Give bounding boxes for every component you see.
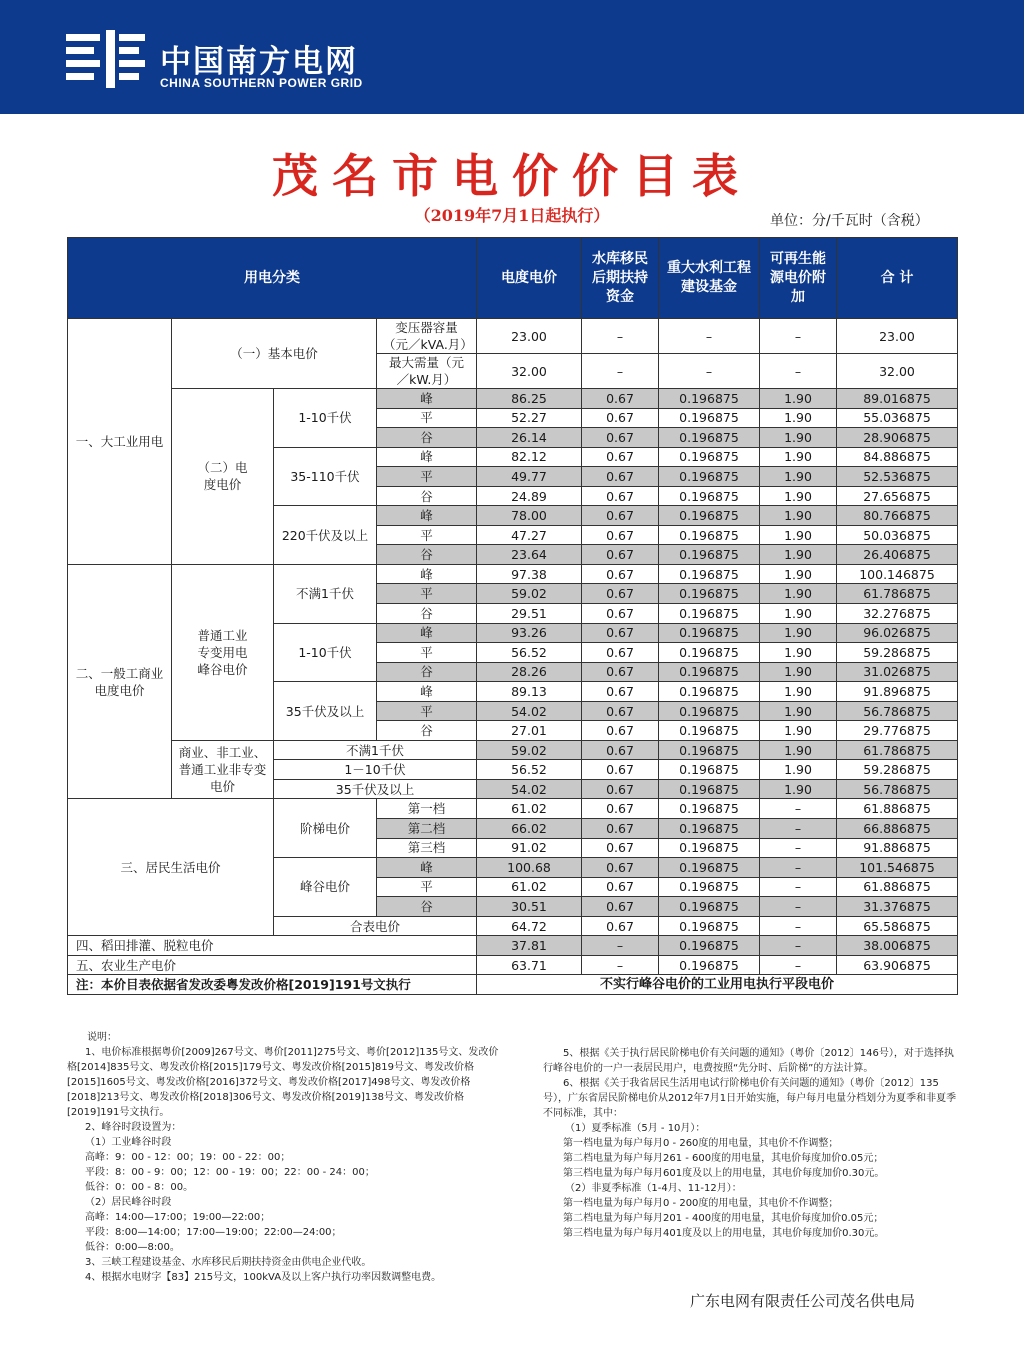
price-table (67, 237, 958, 995)
note-line: 高峰：14:00—17:00；19:00—22:00； (85, 1212, 271, 1223)
cell: – (582, 936, 659, 956)
cell: 1.90 (760, 584, 837, 604)
cell: 63.71 (477, 955, 582, 975)
cell: 1.90 (760, 467, 837, 487)
note-line: 第一档电量为每户每月0 - 260度的用电量，其电价不作调整； (563, 1138, 839, 1149)
voltage-label: 不满1千伏 (274, 564, 377, 623)
cell: 1.90 (760, 408, 837, 428)
cell: 0.196875 (659, 545, 760, 565)
cell: 0.196875 (659, 564, 760, 584)
cell: 66.02 (477, 819, 582, 839)
note-line: 5、根据《关于执行居民阶梯电价有关问题的通知》（粤价〔2012〕146号），对于选择执行峰谷电价的一户一表居民用户，电费按照“先分时、后阶梯”的方法计算。 (543, 1048, 954, 1074)
cell: 0.67 (582, 682, 659, 702)
cell: 66.886875 (837, 819, 958, 839)
basic-price-label: （一）基本电价 (172, 319, 377, 389)
cell: 59.286875 (837, 643, 958, 663)
cell: 84.886875 (837, 447, 958, 467)
period-valley: 谷 (377, 897, 477, 917)
note-row (68, 975, 958, 995)
cell: 0.196875 (659, 877, 760, 897)
period-valley: 谷 (377, 545, 477, 565)
voltage-label: 1-10千伏 (274, 623, 377, 682)
nonspecial-label: 商业、非工业、普通工业非专变电价 (172, 740, 274, 799)
cell: 49.77 (477, 467, 582, 487)
effective-date: （2019年7月1日起执行） (414, 206, 610, 225)
period-peak: 峰 (377, 506, 477, 526)
cell: – (582, 354, 659, 389)
tier-3-label: 第三档 (377, 838, 477, 858)
cell: 59.02 (477, 740, 582, 760)
cell: 0.196875 (659, 819, 760, 839)
period-valley: 谷 (377, 428, 477, 448)
note-line: 低谷：0：00 - 8：00。 (85, 1182, 194, 1193)
cell: 0.196875 (659, 799, 760, 819)
cell: 61.886875 (837, 799, 958, 819)
period-flat: 平 (377, 701, 477, 721)
transformer-label: 变压器容量（元／kVA.月） (377, 319, 477, 354)
cell: 0.67 (582, 486, 659, 506)
cell: 0.67 (582, 877, 659, 897)
table-row (68, 319, 958, 354)
period-peak: 峰 (377, 858, 477, 878)
table-row (68, 740, 958, 760)
cell: 56.52 (477, 643, 582, 663)
cell: – (659, 319, 760, 354)
cell: 63.906875 (837, 955, 958, 975)
col-category: 用电分类 (68, 238, 477, 319)
cell: 1.90 (760, 428, 837, 448)
cell: 0.67 (582, 740, 659, 760)
cell: 56.786875 (837, 779, 958, 799)
cell: 0.67 (582, 799, 659, 819)
note-left: 注：本价目表依据省发改委粤发改价格[2019]191号文执行 (68, 975, 477, 995)
category-irrigation: 四、稻田排灌、脱粒电价 (68, 936, 477, 956)
note-line: 1、电价标准根据粤价[2009]267号文、粤价[2011]275号文、粤价[2012]135号文、发改价格[2014]835号文、粤发改价格[2015]179号文、粤发改价格[2015]819号文、粤发改价格[2015]1605号文、粤发改价格[2016]372号文、粤发改价格[2017]498号文、粤发改价格[2018]213号文、粤发改价格[2018]306号文、粤发改价格[2019]138号文、粤发改价格[2019]191号文执行。 (67, 1047, 499, 1118)
cell: 32.00 (477, 354, 582, 389)
cell: 1.90 (760, 721, 837, 741)
cell: 52.536875 (837, 467, 958, 487)
cell: 0.196875 (659, 936, 760, 956)
voltage-label: 35千伏及以上 (274, 779, 477, 799)
cell: 0.196875 (659, 721, 760, 741)
note-line: 6、根据《关于我省居民生活用电试行阶梯电价有关问题的通知》（粤价〔2012〕135号），广东省居民阶梯电价从2012年7月1日开始实施，每户每月电量分档划分为夏季和非夏季不同标准，其中： (543, 1078, 957, 1119)
cell: 89.016875 (837, 389, 958, 409)
period-flat: 平 (377, 877, 477, 897)
cell: 0.196875 (659, 858, 760, 878)
note-line: 低谷：0:00—8:00。 (85, 1242, 180, 1253)
cell: – (582, 319, 659, 354)
cell: 0.196875 (659, 584, 760, 604)
cell: 91.886875 (837, 838, 958, 858)
cell: 0.196875 (659, 389, 760, 409)
cell: 0.67 (582, 389, 659, 409)
note-line: 高峰：9：00 - 12：00；19：00 - 22：00； (85, 1152, 291, 1163)
cell: 86.25 (477, 389, 582, 409)
cell: 0.196875 (659, 760, 760, 780)
cell: – (760, 319, 837, 354)
cell: 0.196875 (659, 779, 760, 799)
cell: 0.67 (582, 623, 659, 643)
tier-1-label: 第一档 (377, 799, 477, 819)
cell: 1.90 (760, 740, 837, 760)
note-line: （2）居民峰谷时段 (85, 1197, 172, 1208)
cell: 56.52 (477, 760, 582, 780)
cell: 61.02 (477, 877, 582, 897)
cell: 32.276875 (837, 604, 958, 624)
cell: 0.67 (582, 662, 659, 682)
cell: 0.196875 (659, 623, 760, 643)
logo-english-name: CHINA SOUTHERN POWER GRID (160, 76, 363, 90)
note-line: 平段：8:00—14:00；17:00—19:00；22:00—24:00； (85, 1227, 342, 1238)
note-line: 2、峰谷时段设置为： (85, 1122, 182, 1133)
note-line: （1）工业峰谷时段 (85, 1137, 172, 1148)
cell: – (582, 955, 659, 975)
voltage-label: 不满1千伏 (274, 740, 477, 760)
note-line: 平段：8：00 - 9：00；12：00 - 19：00；22：00 - 24：00； (85, 1167, 375, 1178)
cell: 52.27 (477, 408, 582, 428)
cell: 29.51 (477, 604, 582, 624)
cell: 59.286875 (837, 760, 958, 780)
cell: 0.196875 (659, 447, 760, 467)
cell: 0.67 (582, 545, 659, 565)
cell: 54.02 (477, 779, 582, 799)
cell: 0.67 (582, 760, 659, 780)
note-line: （1）夏季标准（5月 - 10月）： (565, 1123, 706, 1134)
cell: 55.036875 (837, 408, 958, 428)
cell: 1.90 (760, 779, 837, 799)
logo-chinese-name: 中国南方电网 (160, 44, 358, 80)
cell: 31.026875 (837, 662, 958, 682)
tou-special-label: 普通工业专变用电峰谷电价 (172, 564, 274, 740)
cell: 30.51 (477, 897, 582, 917)
cell: 0.67 (582, 838, 659, 858)
table-row (68, 389, 958, 409)
cell: – (760, 916, 837, 936)
cell: 91.896875 (837, 682, 958, 702)
cell: 23.00 (837, 319, 958, 354)
cell: – (760, 897, 837, 917)
page-title: 茂名市电价价目表 (272, 149, 752, 203)
issuer-footer: 广东电网有限责任公司茂名供电局 (690, 1292, 916, 1310)
cell: 56.786875 (837, 701, 958, 721)
cell: – (760, 354, 837, 389)
period-valley: 谷 (377, 721, 477, 741)
cell: 96.026875 (837, 623, 958, 643)
cell: 78.00 (477, 506, 582, 526)
cell: 23.00 (477, 319, 582, 354)
cell: 0.67 (582, 584, 659, 604)
cell: 0.196875 (659, 428, 760, 448)
cell: 1.90 (760, 545, 837, 565)
cell: 0.67 (582, 779, 659, 799)
unit-label: 单位：分/千瓦时（含税） (770, 213, 929, 229)
cell: 0.196875 (659, 486, 760, 506)
cell: 0.67 (582, 858, 659, 878)
category-agri: 五、农业生产电价 (68, 955, 477, 975)
cell: 1.90 (760, 760, 837, 780)
cell: – (760, 936, 837, 956)
cell: 0.196875 (659, 955, 760, 975)
cell: 0.67 (582, 721, 659, 741)
cell: 93.26 (477, 623, 582, 643)
cell: 1.90 (760, 389, 837, 409)
col-total: 合 计 (837, 238, 958, 319)
cell: – (760, 877, 837, 897)
cell: 27.656875 (837, 486, 958, 506)
period-flat: 平 (377, 408, 477, 428)
voltage-label: 35-110千伏 (274, 447, 377, 506)
cell: 0.196875 (659, 701, 760, 721)
cell: 1.90 (760, 604, 837, 624)
note-line: （2）非夏季标准（1-4月、11-12月）： (565, 1183, 742, 1194)
cell: 1.90 (760, 447, 837, 467)
col-price: 电度电价 (477, 238, 582, 319)
header-row (68, 238, 958, 319)
tier-2-label: 第二档 (377, 819, 477, 839)
cell: 0.196875 (659, 838, 760, 858)
note-line: 第二档电量为每户每月261 - 600度的用电量，其电价每度加价0.05元； (563, 1153, 884, 1164)
cell: 0.67 (582, 564, 659, 584)
cell: 59.02 (477, 584, 582, 604)
cell: 23.64 (477, 545, 582, 565)
cell: 32.00 (837, 354, 958, 389)
cell: 0.67 (582, 916, 659, 936)
cell: 27.01 (477, 721, 582, 741)
cell: 0.196875 (659, 916, 760, 936)
period-peak: 峰 (377, 623, 477, 643)
cell: 28.906875 (837, 428, 958, 448)
note-line: 说明： (87, 1032, 117, 1043)
cell: 0.67 (582, 604, 659, 624)
cell: 0.67 (582, 701, 659, 721)
cell: 100.68 (477, 858, 582, 878)
cell: 0.196875 (659, 525, 760, 545)
period-flat: 平 (377, 643, 477, 663)
cell: 1.90 (760, 506, 837, 526)
cell: 1.90 (760, 701, 837, 721)
table-row (68, 955, 958, 975)
max-demand-label: 最大需量（元／kW.月） (377, 354, 477, 389)
cell: 89.13 (477, 682, 582, 702)
category-general: 二、一般工商业电度电价 (68, 564, 172, 799)
cell: 91.02 (477, 838, 582, 858)
cell: 37.81 (477, 936, 582, 956)
voltage-label: 35千伏及以上 (274, 682, 377, 741)
cell: 0.196875 (659, 897, 760, 917)
cell: 0.67 (582, 428, 659, 448)
cell: 1.90 (760, 662, 837, 682)
note-line: 第三档电量为每户每月601度及以上的用电量，其电价每度加价0.30元。 (563, 1168, 885, 1179)
cell: 61.786875 (837, 740, 958, 760)
table-row (68, 564, 958, 584)
voltage-label: 1-10千伏 (274, 389, 377, 448)
cell: 0.196875 (659, 682, 760, 702)
col-hydro: 重大水利工程建设基金 (659, 238, 760, 319)
cell: – (760, 955, 837, 975)
cell: 1.90 (760, 486, 837, 506)
col-renew: 可再生能源电价附加 (760, 238, 837, 319)
cell: 0.196875 (659, 643, 760, 663)
period-valley: 谷 (377, 486, 477, 506)
tou-price-label: 峰谷电价 (274, 858, 377, 917)
cell: – (760, 858, 837, 878)
period-valley: 谷 (377, 662, 477, 682)
cell: – (760, 799, 837, 819)
cell: – (760, 838, 837, 858)
cell: 100.146875 (837, 564, 958, 584)
cell: 38.006875 (837, 936, 958, 956)
cell: 24.89 (477, 486, 582, 506)
cell: 82.12 (477, 447, 582, 467)
notes-left (67, 1030, 503, 1285)
cell: 29.776875 (837, 721, 958, 741)
period-flat: 平 (377, 525, 477, 545)
col-reservoir: 水库移民后期扶持资金 (582, 238, 659, 319)
cell: 61.886875 (837, 877, 958, 897)
period-peak: 峰 (377, 389, 477, 409)
category-residential: 三、居民生活电价 (68, 799, 274, 936)
cell: 0.67 (582, 525, 659, 545)
note-line: 3、三峡工程建设基金、水库移民后期扶持资金由供电企业代收。 (85, 1257, 372, 1268)
cell: 1.90 (760, 564, 837, 584)
price-table-wrap (67, 237, 957, 995)
cell: 0.196875 (659, 662, 760, 682)
period-peak: 峰 (377, 682, 477, 702)
cell: 0.196875 (659, 467, 760, 487)
cell: 0.67 (582, 506, 659, 526)
cell: 31.376875 (837, 897, 958, 917)
cell: 0.196875 (659, 506, 760, 526)
note-line: 第二档电量为每户每月201 - 400度的用电量，其电价每度加价0.05元； (563, 1213, 884, 1224)
energy-price-label: （二）电度电价 (172, 389, 274, 565)
cell: 1.90 (760, 643, 837, 663)
period-valley: 谷 (377, 604, 477, 624)
notes-right (543, 1046, 963, 1241)
cell: 97.38 (477, 564, 582, 584)
cell: 0.67 (582, 467, 659, 487)
voltage-label: 220千伏及以上 (274, 506, 377, 565)
cell: 65.586875 (837, 916, 958, 936)
voltage-label: 1－10千伏 (274, 760, 477, 780)
cell: 0.67 (582, 819, 659, 839)
cell: 61.02 (477, 799, 582, 819)
cell: 54.02 (477, 701, 582, 721)
cell: 50.036875 (837, 525, 958, 545)
note-line: 4、根据水电财字【83】215号文，100kVA及以上客户执行功率因数调整电费。 (85, 1272, 442, 1283)
cell: 26.406875 (837, 545, 958, 565)
cell: – (659, 354, 760, 389)
cell: 1.90 (760, 682, 837, 702)
note-line: 第一档电量为每户每月0 - 200度的用电量，其电价不作调整； (563, 1198, 839, 1209)
period-peak: 峰 (377, 564, 477, 584)
cell: 61.786875 (837, 584, 958, 604)
period-flat: 平 (377, 467, 477, 487)
cell: 101.546875 (837, 858, 958, 878)
cell: 0.196875 (659, 604, 760, 624)
cell: 0.196875 (659, 408, 760, 428)
category-big-industry: 一、大工业用电 (68, 319, 172, 565)
header-banner (0, 0, 1024, 114)
cell: 0.196875 (659, 740, 760, 760)
note-line: 第三档电量为每户每月401度及以上的用电量，其电价每度加价0.30元。 (563, 1228, 885, 1239)
tier-price-label: 阶梯电价 (274, 799, 377, 858)
cell: 0.67 (582, 408, 659, 428)
cell: 0.67 (582, 643, 659, 663)
grid-logo-icon (66, 30, 146, 88)
cell: 80.766875 (837, 506, 958, 526)
cell: – (760, 819, 837, 839)
cell: 47.27 (477, 525, 582, 545)
cell: 1.90 (760, 525, 837, 545)
cell: 0.67 (582, 897, 659, 917)
cell: 1.90 (760, 623, 837, 643)
table-row (68, 936, 958, 956)
cell: 0.67 (582, 447, 659, 467)
cell: 64.72 (477, 916, 582, 936)
period-flat: 平 (377, 584, 477, 604)
period-peak: 峰 (377, 447, 477, 467)
cell: 26.14 (477, 428, 582, 448)
combined-label: 合表电价 (274, 916, 477, 936)
note-right: 不实行峰谷电价的工业用电执行平段电价 (477, 975, 958, 995)
table-row (68, 799, 958, 819)
cell: 28.26 (477, 662, 582, 682)
